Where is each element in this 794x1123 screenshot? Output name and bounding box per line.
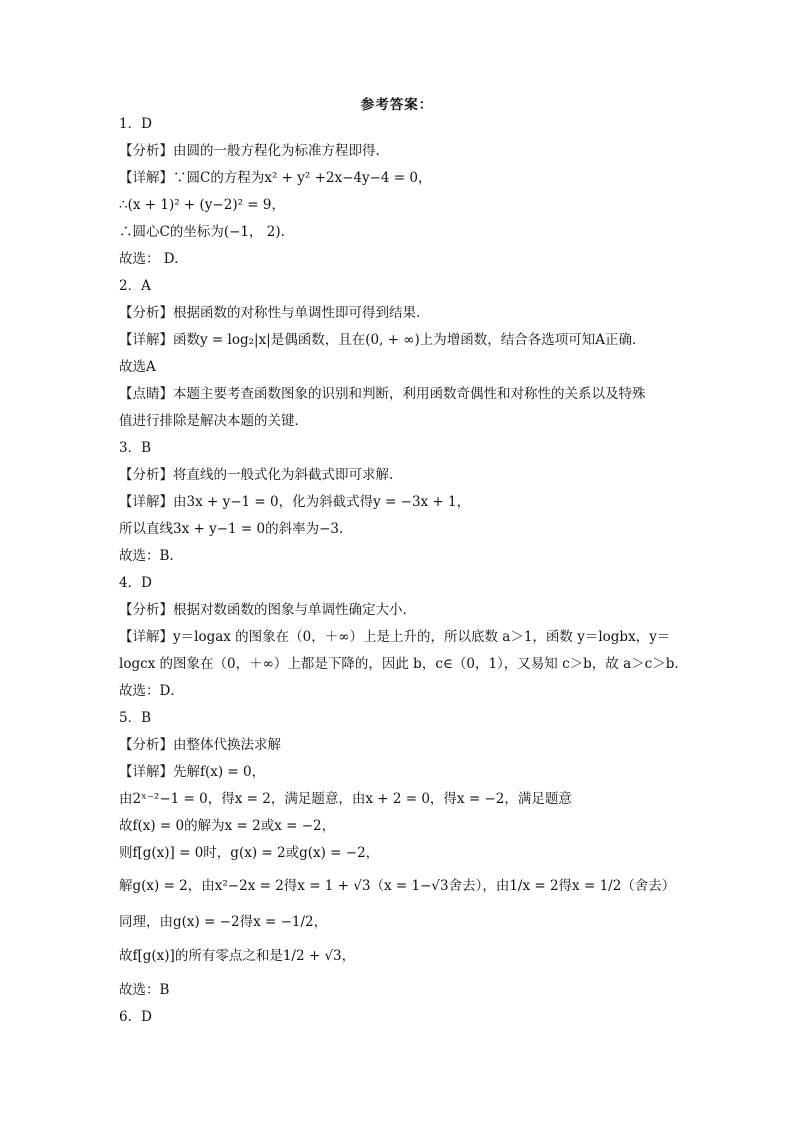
answer-number-3: 3．B bbox=[119, 440, 152, 456]
comment-line: 【点睛】本题主要考查函数图象的识别和判断，利用函数奇偶性和对称性的关系以及特殊 bbox=[119, 386, 646, 402]
solution-line: 同理，由g(x) = −2得x = −1/2， bbox=[119, 914, 328, 930]
page-title: 参考答案： bbox=[360, 97, 434, 113]
choice-line: 故选： D. bbox=[119, 251, 179, 267]
solution-line: 则f[g(x)] = 0时，g(x) = 2或g(x) = −2， bbox=[119, 845, 380, 861]
analysis-line: 【分析】根据对数函数的图象与单调性确定大小． bbox=[119, 602, 416, 618]
choice-line: 故选：B. bbox=[119, 548, 174, 564]
solution-line: 故f[g(x)]的所有零点之和是1/2 + √3， bbox=[119, 948, 356, 964]
detail-line: 【详解】先解f(x) = 0， bbox=[119, 764, 266, 780]
solution-line: ∴圆心C的坐标为(−1， 2). bbox=[119, 224, 285, 240]
answer-number-5: 5．B bbox=[119, 710, 152, 726]
detail-line: 【详解】由3x + y−1 = 0，化为斜截式得y = −3x + 1， bbox=[119, 494, 471, 510]
answer-number-4: 4．D bbox=[119, 575, 152, 591]
solution-line: ∴(x + 1)² + (y−2)² = 9， bbox=[119, 197, 285, 213]
choice-line: 故选：B bbox=[119, 982, 170, 998]
detail-line: 【详解】∵圆C的方程为x² + y² +2x−4y−4 = 0， bbox=[119, 170, 432, 186]
detail-line: 【详解】y＝logax 的图象在（0，＋∞）上是上升的，所以底数 a＞1，函数 y＝logbx，y＝ bbox=[119, 629, 671, 645]
detail-line: 【详解】函数y = log₂|x|是偶函数，且在(0, + ∞)上为增函数，结合各选项可知A正确． bbox=[119, 332, 646, 348]
choice-line: 故选：D． bbox=[119, 683, 184, 699]
analysis-line: 【分析】由圆的一般方程化为标准方程即得. bbox=[119, 143, 380, 159]
analysis-line: 【分析】根据函数的对称性与单调性即可得到结果. bbox=[119, 305, 421, 321]
detail-line: logcx 的图象在（0，＋∞）上都是下降的，因此 b，c∈（0，1），又易知 c＞b，故 a＞c＞b. bbox=[119, 656, 679, 672]
solution-line: 故f(x) = 0的解为x = 2或x = −2， bbox=[119, 818, 336, 834]
answer-number-2: 2．A bbox=[119, 278, 151, 294]
answer-number-6: 6．D bbox=[119, 1009, 152, 1025]
solution-line: 所以直线3x + y−1 = 0的斜率为−3. bbox=[119, 521, 344, 537]
solution-line: 解g(x) = 2，由x²−2x = 2得x = 1 + √3（x = 1−√3舍去），由1/x = 2得x = 1/2（舍去） bbox=[119, 878, 676, 894]
choice-line: 故选A bbox=[119, 359, 156, 375]
comment-line: 值进行排除是解决本题的关键． bbox=[119, 413, 308, 429]
solution-line: 由2ˣ⁻²−1 = 0，得x = 2，满足题意，由x + 2 = 0，得x = −2，满足题意 bbox=[119, 791, 572, 807]
answer-number-1: 1．D bbox=[119, 116, 152, 132]
analysis-line: 【分析】将直线的一般式化为斜截式即可求解. bbox=[119, 467, 394, 483]
analysis-line: 【分析】由整体代换法求解 bbox=[119, 737, 281, 753]
